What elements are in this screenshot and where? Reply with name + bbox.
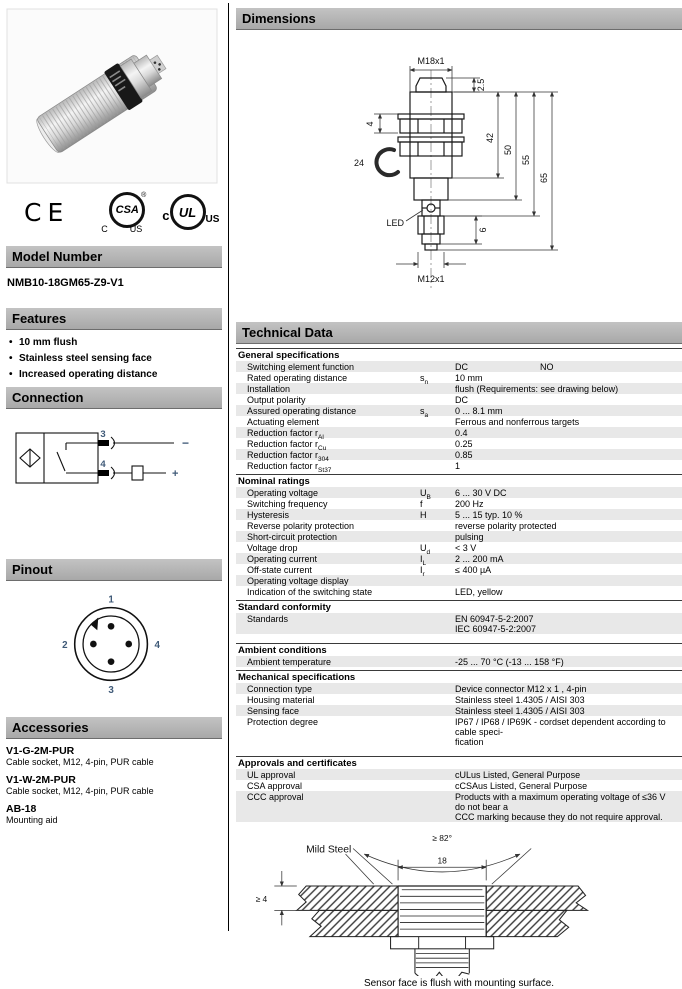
accessory-name: V1-G-2M-PUR [6,745,75,757]
table-row: Output polarity DC [236,394,682,405]
model-number-value: NMB10-18GM65-Z9-V1 [7,277,124,289]
table-row: Actuating element Ferrous and nonferrous targets [236,416,682,427]
feature-item: • Stainless steel sensing face [9,353,152,364]
model-number-header: Model Number [6,246,222,268]
sensor-cross-section [391,886,494,976]
connection-header: Connection [6,387,222,409]
accessory-desc: Cable socket, M12, 4-pin, PUR cable [6,757,154,767]
table-row: Reduction factor $r_{Cu}$ 0.25 [236,438,682,449]
pinout-diagram [6,587,222,699]
feature-item: • Increased operating distance [9,369,158,380]
cul-us-logo [162,190,222,234]
dim-nut-height: 4 [365,121,375,127]
dimensions-header: Dimensions [236,8,682,30]
table-row: Operating current $I_L$ 2 ... 200 mA [236,553,682,564]
accessories-list [6,745,222,826]
dim-thread-top: M18x1 [417,56,445,66]
table-row: Operating voltage $U_B$ 6 ... 30 V DC [236,487,682,498]
table-row: Connection type Device connector M12 x 1 , 4-pin [236,683,682,694]
dimension-drawing [236,38,682,310]
right-column [236,0,682,989]
dim-thread-bottom: M12x1 [417,274,445,284]
table-section-header: Standard conformity [236,600,682,613]
cul-c-label: c [162,207,170,223]
table-row: Voltage drop $U_d$ < 3 V [236,542,682,553]
features-list [6,330,222,383]
mounting-thickness-label: ≥ 4 [255,893,268,904]
connector-outer-circle [75,608,148,681]
table-row: Reduction factor $r_{St37}$ 1 [236,460,682,471]
mounting-width-label: 18 [437,855,447,866]
pinout-pin2-label: 2 [62,639,68,651]
accessory-name: AB-18 [6,803,37,815]
table-row: Off-state current $I_r$ ≤ 400 µA [236,564,682,575]
column-divider [228,3,229,931]
accessories-header: Accessories [6,717,222,739]
pinout-pin1-label: 1 [108,594,114,606]
product-photo-image [6,8,218,184]
table-section-header: General specifications [236,348,682,361]
mounting-angle-label: ≥ 82° [432,833,452,843]
csa-us-label: US [129,224,143,234]
technical-data-table [236,348,682,822]
mounting-caption: Sensor face is flush with mounting surface. [363,978,555,989]
dim-42: 42 [485,132,495,144]
technical-data-header: Technical Data [236,322,682,344]
pin3-label: 3 [100,429,106,440]
table-row: Ambient temperature -25 ... 70 °C (-13 ... 158 °F) [236,656,682,667]
switch-symbol [57,452,65,471]
led-label: LED [386,218,404,228]
accessory-desc: Mounting aid [6,815,58,825]
table-row: Operating voltage display [236,575,682,586]
feature-item: • 10 mm flush [9,337,78,348]
csa-c-label: C [101,224,108,234]
wrench-icon [376,149,398,175]
ul-ring: UL [170,194,206,230]
table-section-header: Ambient conditions [236,643,682,656]
ce-logo: CE [24,197,70,227]
dim-cap-height: 2.5 [476,78,486,92]
dim-50: 50 [503,144,513,156]
table-row: Hysteresis H 5 ... 15 typ. 10 % [236,509,682,520]
table-row: Housing material Stainless steel 1.4305 / AISI 303 [236,694,682,705]
table-row: Indication of the switching state LED, yellow [236,586,682,597]
table-row: Reduction factor $r_{304}$ 0.85 [236,449,682,460]
pin4-label: 4 [100,459,106,470]
csa-logo [101,190,148,234]
table-row: Sensing face Stainless steel 1.4305 / AISI 303 [236,705,682,716]
plus-label: + [172,468,179,480]
csa-ring: CSA [109,192,145,228]
dim-wrench-size: 24 [353,158,364,168]
pinout-header: Pinout [6,559,222,581]
table-row: Switching frequency f 200 Hz [236,498,682,509]
table-section-header: Nominal ratings [236,474,682,487]
dim-65: 65 [539,172,549,184]
table-section-header: Approvals and certificates [236,756,682,769]
table-row: Standards EN 60947-5-2:2007 IEC 60947-5-2:2007 [236,613,682,634]
mild-steel-label: Mild Steel [306,844,352,856]
table-row: CCC approval Products with a maximum operating voltage of ≤36 V do not bear a CCC marking because they do not require approval. [236,791,682,822]
table-row: Installation flush (Requirements: see drawing below) [236,383,682,394]
table-row: Reduction factor $r_{Al}$ 0.4 [236,427,682,438]
dim-connector-height: 6 [478,227,488,233]
table-row: Protection degree IP67 / IP68 / IP69K - cordset dependent according to cable speci- fication [236,716,682,747]
pinout-pin3-label: 3 [108,685,114,697]
mounting-drawing [236,826,682,976]
table-section-header: Mechanical specifications [236,670,682,683]
accessory-name: V1-W-2M-PUR [6,774,76,786]
table-row: Switching element function DC NO [236,361,682,372]
minus-label: − [182,436,190,450]
pinout-pin4-label: 4 [154,639,160,651]
left-column [6,0,222,826]
accessory-desc: Cable socket, M12, 4-pin, PUR cable [6,786,154,796]
cul-us-label: US [205,213,220,225]
product-photo [6,8,218,184]
table-row: Rated operating distance $s_n$ 10 mm [236,372,682,383]
connection-diagram [6,423,222,497]
table-row: Reverse polarity protection reverse polarity protected [236,520,682,531]
table-row: CSA approval cCSAus Listed, General Purpose [236,780,682,791]
table-row: Short-circuit protection pulsing [236,531,682,542]
table-row: Assured operating distance $s_a$ 0 ... 8.1 mm [236,405,682,416]
sensor-box [16,433,98,483]
load-symbol [132,466,143,480]
certification-logos [6,190,222,234]
features-header: Features [6,308,222,330]
dim-55: 55 [521,154,531,166]
csa-registered-mark: ® [141,192,147,199]
table-row: UL approval cULus Listed, General Purpose [236,769,682,780]
keyway-notch [90,617,98,630]
